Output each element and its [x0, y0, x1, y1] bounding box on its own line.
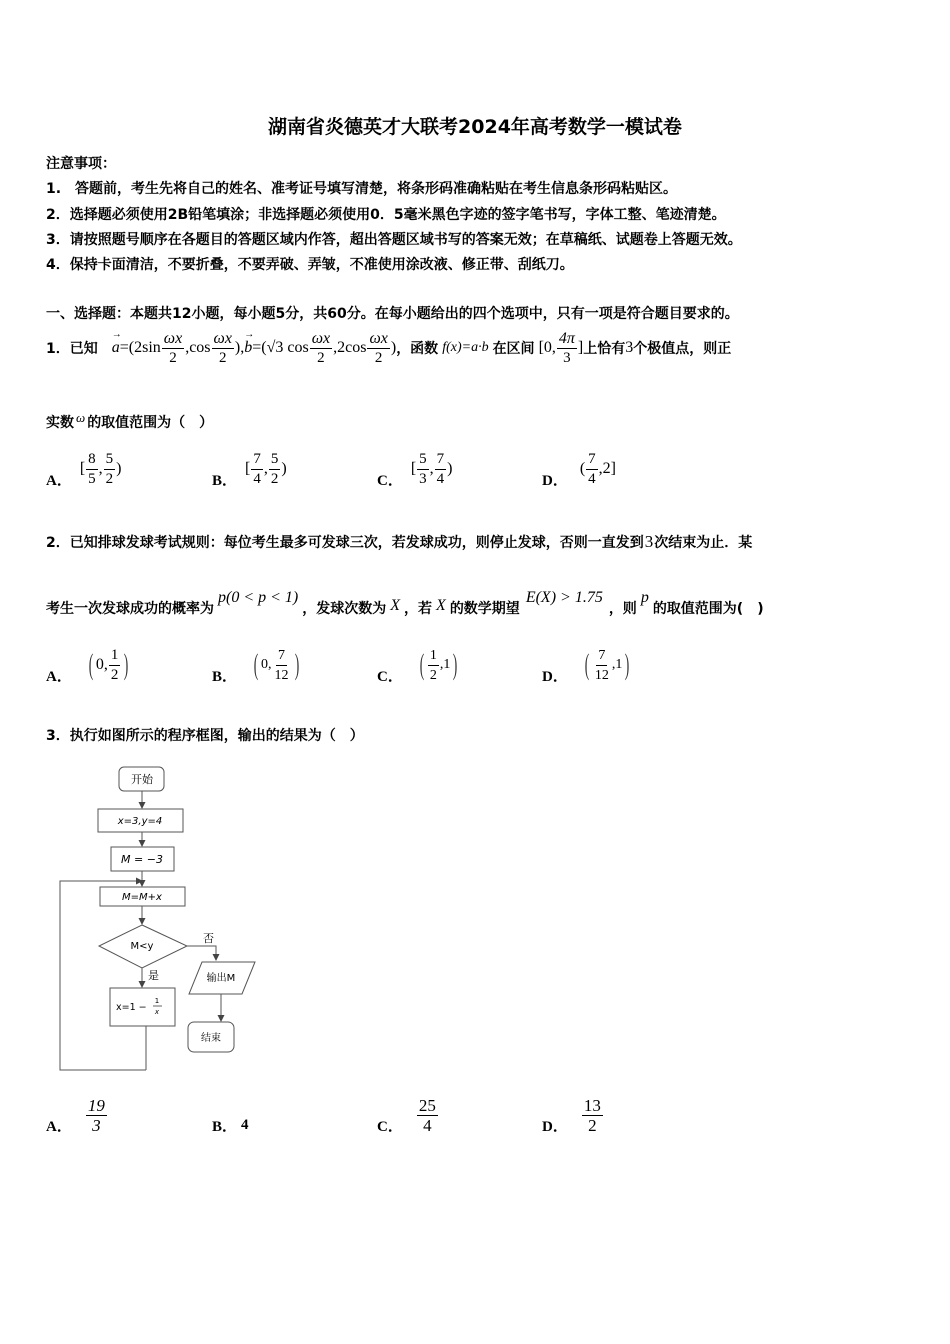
- flow-start-label: 开始: [131, 773, 153, 786]
- q2-line1-b: 次结束为止．某: [654, 535, 753, 551]
- page-title: 湖南省炎德英才大联考2024年高考数学一模试卷: [268, 116, 682, 138]
- q2-option-c[interactable]: [377, 642, 460, 688]
- bracket: ): [281, 460, 287, 477]
- fraction: $\frac{7}{4}$: [253, 450, 261, 487]
- expectation-expression: E(X) > 1.75: [525, 589, 603, 606]
- flow-no-label: 否: [203, 932, 214, 945]
- q2-option-a[interactable]: [46, 642, 131, 688]
- vector-a-expr: =(2sin: [119, 339, 161, 356]
- option-label: B．: [212, 1118, 238, 1135]
- q2-line2-f: 的取值范围为( ): [652, 601, 764, 617]
- fraction: $\frac{13}{2}$: [583, 1095, 601, 1135]
- fraction: $\frac{5}{2}$: [105, 450, 114, 487]
- question-1-line-2: [46, 412, 213, 432]
- right-paren: ): [625, 648, 630, 681]
- fraction: $\frac{7}{12}$: [274, 647, 289, 683]
- q2-line2-e: ，则: [608, 601, 637, 617]
- fraction: $\frac{25}{4}$: [418, 1095, 436, 1135]
- notice-item-4: 4．保持卡面清洁，不要折叠，不要弄破、弄皱，不准使用涂改液、修正带、刮纸刀。: [46, 257, 574, 273]
- suffix: ,1: [439, 657, 451, 672]
- fraction: $\frac{1}{2}$: [110, 646, 119, 683]
- fraction-wx-2: $\frac{\omega x}{2}$: [163, 329, 183, 366]
- bracket: [: [245, 460, 251, 477]
- option-label: A．: [46, 668, 72, 685]
- option-label: A．: [46, 472, 72, 489]
- question-2-line-2: [46, 580, 764, 616]
- q2-line2-a: 考生一次发球成功的概率为: [46, 601, 214, 617]
- bracket: ): [116, 460, 122, 477]
- flow-condition-label: M<y: [130, 941, 154, 952]
- close-paren-2: ): [390, 339, 397, 356]
- left-paren: (: [253, 648, 259, 681]
- option-label: D．: [542, 668, 568, 685]
- vector-b-expr: =(√3 cos: [252, 339, 309, 356]
- option-tail: ,2]: [598, 460, 616, 477]
- prefix: 0,: [95, 656, 108, 673]
- notice-item-3: 3．请按照题号顺序在各题目的答题区域内作答，超出答题区域书写的答案无效；在草稿纸、试题卷上答题无效。: [46, 232, 742, 248]
- option-value: 4: [241, 1116, 249, 1133]
- q3-option-b[interactable]: [212, 1092, 249, 1138]
- prefix: 0,: [261, 657, 272, 672]
- flow-m-init-label: M = −3: [121, 853, 163, 866]
- option-label: D．: [542, 1118, 568, 1135]
- flow-assign-numerator: 1: [154, 997, 160, 1005]
- vector-b: b →: [244, 329, 255, 356]
- flow-output-label: 输出M: [206, 973, 236, 984]
- notice-item-2: 2．选择题必须使用2B铅笔填涂；非选择题必须使用0．5毫米黑色字迹的签字笔书写，字体工整、笔迹清楚。: [46, 207, 726, 223]
- omega-symbol: ω: [76, 410, 86, 425]
- q2-option-d[interactable]: [542, 642, 632, 688]
- q1-tail: 上恰有: [583, 341, 626, 357]
- option-label: C．: [377, 472, 403, 489]
- q1-option-a[interactable]: [46, 447, 122, 491]
- flow-end-label: 结束: [201, 1033, 221, 1044]
- comma: ,: [263, 460, 268, 477]
- q2-line2-d: 的数学期望: [449, 601, 520, 617]
- question-2-line-1: [46, 532, 752, 552]
- function-label: ，函数: [396, 341, 439, 357]
- fraction-wx-2c: $\frac{\omega x}{2}$: [311, 329, 331, 366]
- suffix: ,1: [611, 657, 623, 672]
- q1-number: 1．已知: [46, 341, 98, 357]
- x-variable-2: X: [436, 597, 446, 614]
- q1-tail-2: 个极值点，则正: [633, 341, 732, 357]
- right-paren: ): [294, 648, 299, 681]
- question-1-line-1: [46, 326, 731, 370]
- option-label: A．: [46, 1118, 72, 1135]
- fraction-4pi-3: $\frac{4\pi}{3}$: [558, 329, 575, 366]
- interval-right: ]: [577, 339, 584, 356]
- fraction: $\frac{19}{3}$: [87, 1095, 105, 1135]
- bracket: (: [579, 460, 586, 477]
- fraction: $\frac{1}{2}$: [429, 647, 437, 683]
- two-cos-text: ,2cos: [333, 339, 367, 356]
- q1-line2-b: 的取值范围为（ ）: [87, 415, 214, 431]
- p-variable: p: [640, 589, 649, 606]
- q2-option-b[interactable]: [212, 642, 302, 688]
- right-paren: ): [453, 648, 458, 681]
- fraction: $\frac{5}{2}$: [270, 450, 279, 487]
- x-variable: X: [390, 597, 401, 614]
- flowchart: [50, 760, 270, 1080]
- fraction: $\frac{8}{5}$: [88, 450, 96, 487]
- fraction: $\frac{7}{4}$: [436, 450, 445, 487]
- q2-line2-b: ，发球次数为: [302, 601, 387, 617]
- q2-line2-c: ，若: [404, 601, 433, 617]
- option-label: B．: [212, 668, 238, 685]
- section-heading: 一、选择题：本题共12小题，每小题5分，共60分。在每小题给出的四个选项中，只有一项是符合题目要求的。: [46, 306, 739, 322]
- q1-option-c[interactable]: [377, 447, 453, 491]
- left-paren: (: [88, 648, 94, 681]
- question-3-text: 3．执行如图所示的程序框图，输出的结果为（ ）: [46, 728, 364, 744]
- q1-line2-a: 实数: [46, 415, 74, 431]
- function-expr: f(x)=a·b: [442, 340, 489, 355]
- interval-left: [0,: [538, 339, 556, 356]
- option-label: B．: [212, 472, 238, 489]
- q1-three: 3: [625, 339, 634, 356]
- bracket: [: [79, 460, 86, 477]
- flow-assign-denominator: x: [154, 1008, 160, 1016]
- cos-text: ,cos: [185, 339, 211, 356]
- close-paren: ),: [234, 339, 245, 356]
- option-label: C．: [377, 1118, 403, 1135]
- q3-option-d[interactable]: [542, 1092, 604, 1138]
- vector-a: a →: [111, 329, 122, 356]
- q3-option-c[interactable]: [377, 1092, 439, 1138]
- fraction: $\frac{5}{3}$: [419, 450, 427, 487]
- fraction: $\frac{7}{4}$: [588, 450, 596, 487]
- fraction: $\frac{7}{12}$: [594, 647, 609, 683]
- fraction-wx-2b: $\frac{\omega x}{2}$: [213, 329, 232, 366]
- flow-assign-label: x=1 −: [116, 1002, 147, 1013]
- q1-option-b[interactable]: [212, 447, 287, 491]
- q2-line1: 2．已知排球发球考试规则：每位考生最多可发球三次，若发球成功，则停止发球，否则一直发到: [46, 535, 644, 551]
- comma: ,: [98, 460, 103, 477]
- flow-yes-label: 是: [148, 969, 159, 982]
- fraction-wx-2d: $\frac{\omega x}{2}$: [369, 329, 388, 366]
- left-paren: (: [584, 648, 590, 681]
- comma: ,: [429, 460, 434, 477]
- flow-update-label: M=M+x: [122, 892, 162, 903]
- interval-label: 在区间: [492, 341, 535, 357]
- notice-item-1: 1. 答题前，考生先将自己的姓名、准考证号填写清楚，将条形码准确粘贴在考生信息条形码粘贴区。: [46, 181, 678, 197]
- left-paren: (: [419, 648, 425, 681]
- notice-heading: 注意事项：: [46, 156, 116, 172]
- flow-init-label: x=3,y=4: [117, 816, 163, 827]
- bracket: [: [410, 460, 417, 477]
- q2-three: 3: [644, 532, 654, 551]
- right-paren: ): [124, 648, 129, 681]
- p-expression: p(0 < p < 1): [218, 589, 299, 606]
- option-label: D．: [542, 472, 568, 489]
- bracket: ): [447, 460, 453, 477]
- q3-option-a[interactable]: [46, 1092, 108, 1138]
- option-label: C．: [377, 668, 403, 685]
- q1-option-d[interactable]: [542, 447, 616, 491]
